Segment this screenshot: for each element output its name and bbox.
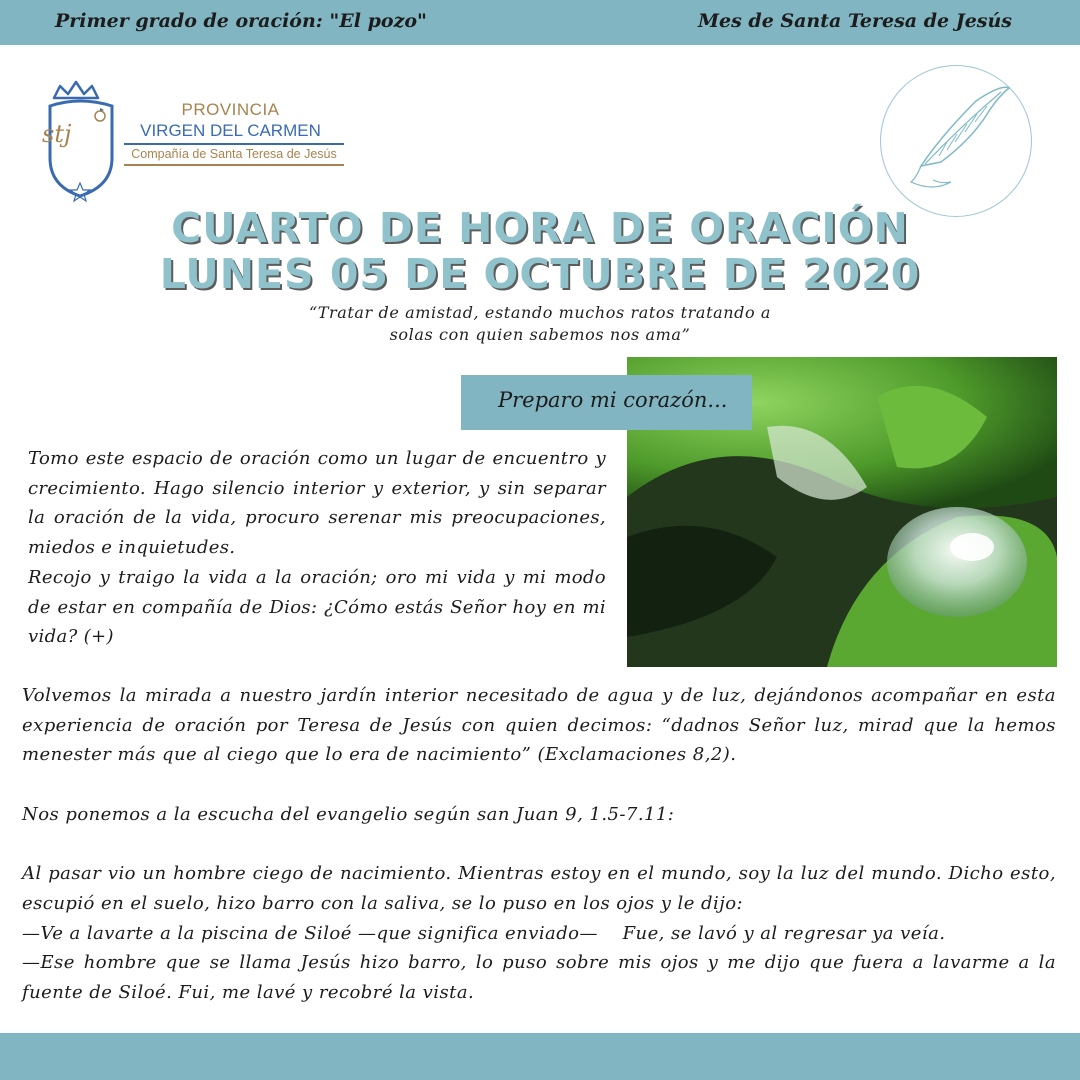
main-text — [22, 681, 1056, 1008]
header-bar — [0, 0, 1080, 45]
body-paragraph-3: Al pasar vio un hombre ciego de nacimiento. Mientras estoy en el mundo, soy la luz del mundo. Dicho esto, escupió en el suelo, hizo barro con la saliva, se lo puso en los ojos y le dijo: — [22, 863, 1056, 914]
intro-paragraph-1: Tomo este espacio de oración como un lugar de encuentro y crecimiento. Hago silencio interior y exterior, y sin separar la oración de la vida, procuro serenar mis preocupaciones, miedos e inquietudes. — [28, 448, 606, 559]
body-paragraph-1: Volvemos la mirada a nuestro jardín interior necesitado de agua y de luz, dejándonos acompañar en esta experiencia de oración por Teresa de Jesús con quien decimos: “dadnos Señor luz, mirad que la hemos menester más que al ciego que lo era de nacimiento” (Exclamaciones 8,2). — [22, 685, 1056, 766]
logo-company: Compañía de Santa Teresa de Jesús — [131, 147, 337, 161]
intro-paragraph-2: Recojo y traigo la vida a la oración; oro mi vida y mi modo de estar en compañía de Dios: ¿Cómo estás Señor hoy en mi vida? (+) — [28, 566, 606, 648]
section-label: Preparo mi corazón... — [498, 388, 728, 412]
body-paragraph-5: —Ese hombre que se llama Jesús hizo barro, lo puso sobre mis ojos y me dijo que fuera a lavarme a la fuente de Siloé. Fui, me lavé y recobré la vista. — [22, 952, 1056, 1003]
logo-monogram: stj — [42, 120, 72, 148]
section-label-box — [461, 375, 752, 430]
logo-province: PROVINCIA — [181, 100, 280, 119]
intro-text — [28, 444, 606, 652]
header-right-text: Mes de Santa Teresa de Jesús — [697, 10, 1012, 32]
title-line-1: CUARTO DE HORA DE ORACIÓN — [171, 204, 909, 252]
logo-virgen: VIRGEN DEL CARMEN — [140, 121, 321, 140]
feather-icon — [881, 66, 1031, 216]
province-logo — [40, 78, 360, 203]
body-paragraph-2: Nos ponemos a la escucha del evangelio según san Juan 9, 1.5-7.11: — [22, 803, 675, 825]
page-title — [140, 205, 940, 297]
body-paragraph-4: —Ve a lavarte a la piscina de Siloé —que significa enviado— Fue, se lavó y al regresar ya veía. — [22, 922, 946, 944]
logo-divider-gold — [124, 164, 344, 166]
title-line-2: LUNES 05 DE OCTUBRE DE 2020 — [159, 250, 921, 298]
quote-line-2: solas con quien sabemos nos ama” — [389, 325, 691, 344]
feather-badge — [880, 65, 1032, 217]
teresa-quote — [200, 302, 880, 346]
crown-shield-emblem-icon — [40, 78, 120, 203]
quote-line-1: “Tratar de amistad, estando muchos ratos tratando a — [308, 303, 772, 322]
header-left-text: Primer grado de oración: "El pozo" — [55, 10, 427, 32]
logo-divider-blue — [124, 143, 344, 145]
footer-bar — [0, 1033, 1080, 1080]
